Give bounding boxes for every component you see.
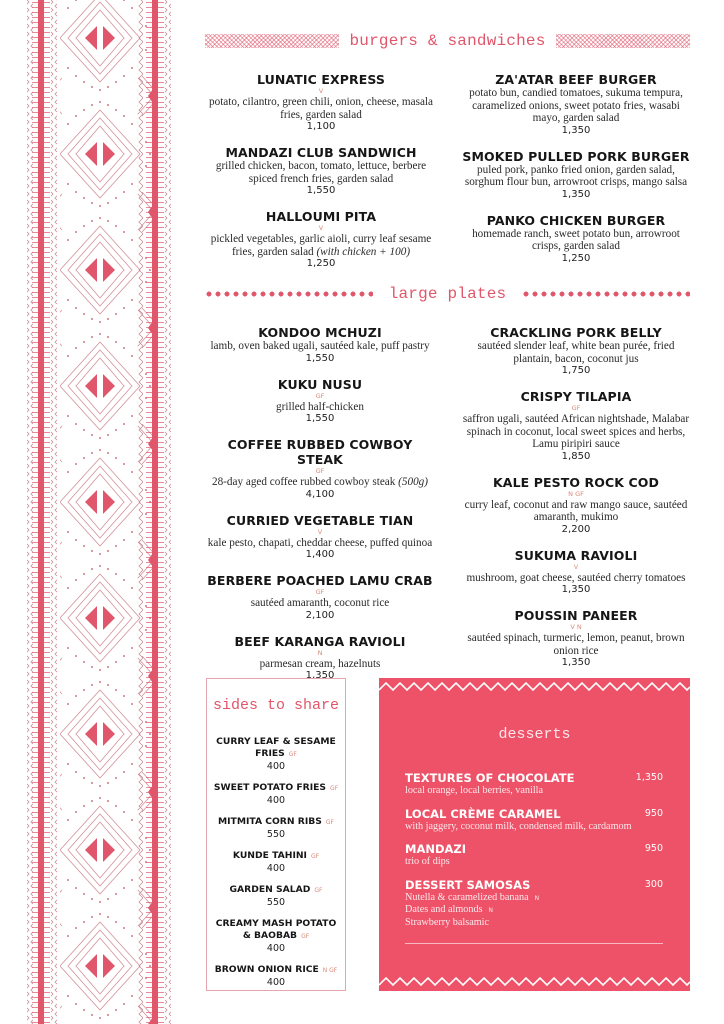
dessert-description: local orange, local berries, vanilla [405,785,544,796]
menu-item [462,325,690,377]
side-item [207,964,345,989]
side-name-text: BROWN ONION RICE [214,964,319,975]
item-price: 1,550 [305,413,335,424]
hatch-divider-right [556,34,690,48]
side-name [207,736,345,761]
item-description: potato bun, candied tomatoes, sukuma tempura, caramelized onions, sweet potato fries, wasabi mayo, garden salad [469,87,683,124]
item-name: CRISPY TILAPIA [520,389,632,404]
menu-item [208,72,434,133]
item-name: PANKO CHICKEN BURGER [486,212,666,228]
item-price: 1,350 [561,657,591,668]
side-name [207,782,345,795]
side-price: 400 [266,795,286,806]
item-price: 1,350 [561,188,591,200]
side-name [207,918,345,943]
dietary-tag: V N [570,623,582,631]
menu-item [206,377,434,426]
item-name: KUKU NUSU [277,376,363,392]
dietary-tag: N GF [322,967,338,974]
menu-item [206,325,434,365]
dietary-tag: GF [301,933,310,940]
dietary-tag: GF [288,751,297,758]
side-price: 550 [266,829,286,840]
item-description [206,476,434,489]
item-name: COFFEE RUBBED COWBOY STEAK [227,437,413,467]
item-name: CURRIED VEGETABLE TIAN [226,512,414,528]
dessert-description: trio of dips [405,856,450,867]
item-price: 1,250 [306,258,336,269]
menu-item [462,608,690,669]
burgers-left-column [208,72,434,282]
item-description: potato, cilantro, green chili, onion, cheese, masala fries, garden salad [209,96,433,121]
item-description: grilled half-chicken [276,400,364,413]
side-item [207,736,345,773]
item-name: POUSSIN PANEER [514,608,638,623]
side-name-text: GARDEN SALAD [229,884,311,895]
dietary-tag: N [534,894,540,902]
dessert-name: TEXTURES OF CHOCOLATE [405,771,575,785]
side-price: 400 [266,761,286,772]
side-price: 400 [266,977,286,988]
item-note: (500g) [398,476,428,488]
item-description [208,233,434,258]
menu-item [206,634,434,683]
zigzag-border-top [379,680,690,692]
section-title: sides to share [212,697,340,714]
side-name-text: SWEET POTATO FRIES [213,782,327,793]
item-description: sautéed amaranth, coconut rice [250,597,390,609]
side-item [207,884,345,909]
section-title: large plates [388,285,507,303]
dietary-tag: GF [314,887,323,894]
dietary-tag: GF [325,819,334,826]
item-name: CRACKLING PORK BELLY [490,325,662,340]
dotted-divider-left [205,289,373,299]
dessert-name: MANDAZI [405,842,467,856]
menu-item [462,548,690,597]
item-name: KONDOO MCHUZI [258,325,382,340]
item-description: saffron ugali, sautéed African nightshade, Malabar spinach in coconut, local sweet spices and herbs, Lamu piripiri sauce [462,413,690,450]
menu-item [206,573,434,622]
menu-item [208,209,434,270]
item-price: 2,100 [305,609,335,621]
zigzag-border-bottom [379,975,690,987]
side-price: 550 [266,897,286,908]
item-price: 1,850 [561,450,591,462]
menu-item [206,437,434,501]
dessert-name: DESSERT SAMOSAS [405,877,531,892]
item-price: 1,350 [305,670,335,681]
section-header-burgers [205,30,690,52]
side-price: 400 [266,943,286,954]
item-name: MANDAZI CLUB SANDWICH [225,145,417,160]
divider-line [405,943,663,944]
dietary-tag: N GF [568,489,584,498]
item-price: 1,750 [561,365,591,376]
dotted-divider-right [522,289,690,299]
dietary-tag: GF [330,785,339,792]
item-name: HALLOUMI PITA [265,209,377,224]
side-item [207,816,345,841]
dessert-item [379,771,690,797]
side-name [207,964,345,977]
side-item [207,918,345,955]
dietary-tag: GF [315,588,325,596]
side-name [207,884,345,897]
item-description: homemade ranch, sweet potato bun, arrowroot crisps, garden salad [472,227,680,252]
item-name: SMOKED PULLED PORK BURGER [462,148,690,164]
menu-item [462,213,690,265]
dietary-tag: V [318,87,324,95]
menu-item [208,145,434,197]
dessert-price: 950 [644,843,663,854]
side-item [207,850,345,875]
item-price: 2,200 [561,523,591,535]
side-name-text: CURRY LEAF & SESAME FRIES [216,736,336,759]
dessert-item [379,842,690,868]
dessert-price: 300 [644,878,663,890]
item-price: 4,100 [305,488,335,500]
decorative-border [0,0,200,1024]
dessert-name: LOCAL CRÈME CARAMEL [405,806,561,821]
item-price: 1,550 [306,185,336,196]
menu-item [462,149,690,201]
description-line: Dates and almonds [405,904,483,915]
side-name-text: MITMITA CORN RIBS [218,816,322,827]
section-header-large-plates [205,283,690,305]
section-title: desserts [498,726,571,743]
side-name [207,850,345,863]
menu-item [206,513,434,562]
menu-item [462,389,690,463]
section-title: burgers & sandwiches [349,32,546,50]
item-name: KALE PESTO ROCK COD [493,474,659,490]
item-price: 1,250 [561,252,591,264]
dietary-tag: V [318,224,324,232]
menu-item [462,72,690,137]
item-description: puled pork, panko fried onion, garden salad, sorghum flour bun, arrowroot crisps, mango salsa [464,163,688,188]
item-description: grilled chicken, bacon, tomato, lettuce, berbere spiced french fries, garden salad [215,160,427,185]
item-description: curry leaf, coconut and raw mango sauce, sautéed amaranth, mukimo [464,498,688,523]
dietary-tag: N [488,907,494,914]
dessert-description [405,892,664,905]
description-text: 28-day aged coffee rubbed cowboy steak [211,476,396,488]
dietary-tag: GF [315,467,325,475]
sides-to-share-box [206,678,346,991]
dessert-price: 950 [644,807,663,819]
item-price: 1,100 [306,121,336,132]
side-name-text: KUNDE TAHINI [232,850,307,861]
hatch-divider-left [205,34,339,48]
item-description: sautéed spinach, turmeric, lemon, peanut, brown onion rice [467,632,685,657]
description-line: Strawberry balsamic [405,916,490,928]
dessert-description [405,917,664,929]
side-item [207,782,345,807]
item-description: kale pesto, chapati, cheddar cheese, puffed quinoa [207,536,433,549]
dietary-tag: GF [315,391,325,400]
desserts-box [379,678,690,991]
large-plates-right-column [462,325,690,681]
dessert-description [405,904,664,917]
dietary-tag: N [317,648,323,657]
item-name: SUKUMA RAVIOLI [514,547,638,563]
item-price: 1,350 [561,124,591,136]
dietary-tag: GF [571,404,581,412]
dessert-description: with jaggery, coconut milk, condensed milk, cardamom [405,820,632,832]
burgers-right-column [462,72,690,277]
description-text: pickled vegetables, garlic aioli, curry leaf sesame fries, garden salad [210,233,432,258]
dessert-price: 1,350 [635,772,663,783]
item-description: parmesan cream, hazelnuts [259,657,381,670]
item-name: BEEF KARANGA RAVIOLI [234,633,406,649]
side-name-text: CREAMY MASH POTATO & BAOBAB [215,918,337,941]
dessert-item [379,878,690,929]
item-name: ZA'ATAR BEEF BURGER [495,72,657,87]
menu-item [462,475,690,536]
large-plates-left-column [206,325,434,694]
item-price: 1,550 [305,352,335,364]
dietary-tag: GF [310,853,320,860]
item-note: (with chicken + 100) [316,245,411,258]
side-name [207,816,345,829]
item-description: sautéed slender leaf, white bean purée, fried plantain, bacon, coconut jus [477,340,675,365]
dessert-item [379,807,690,833]
item-price: 1,350 [561,584,591,595]
side-price: 400 [266,863,286,874]
dietary-tag: V [317,527,323,536]
item-price: 1,400 [305,549,335,560]
item-name: LUNATIC EXPRESS [257,72,385,87]
dietary-tag: V [573,562,579,571]
item-description: lamb, oven baked ugali, sautéed kale, puff pastry [210,340,430,352]
item-name: BERBERE POACHED LAMU CRAB [207,573,433,588]
item-description: mushroom, goat cheese, sautéed cherry tomatoes [466,571,686,584]
description-line: Nutella & caramelized banana [405,891,529,903]
